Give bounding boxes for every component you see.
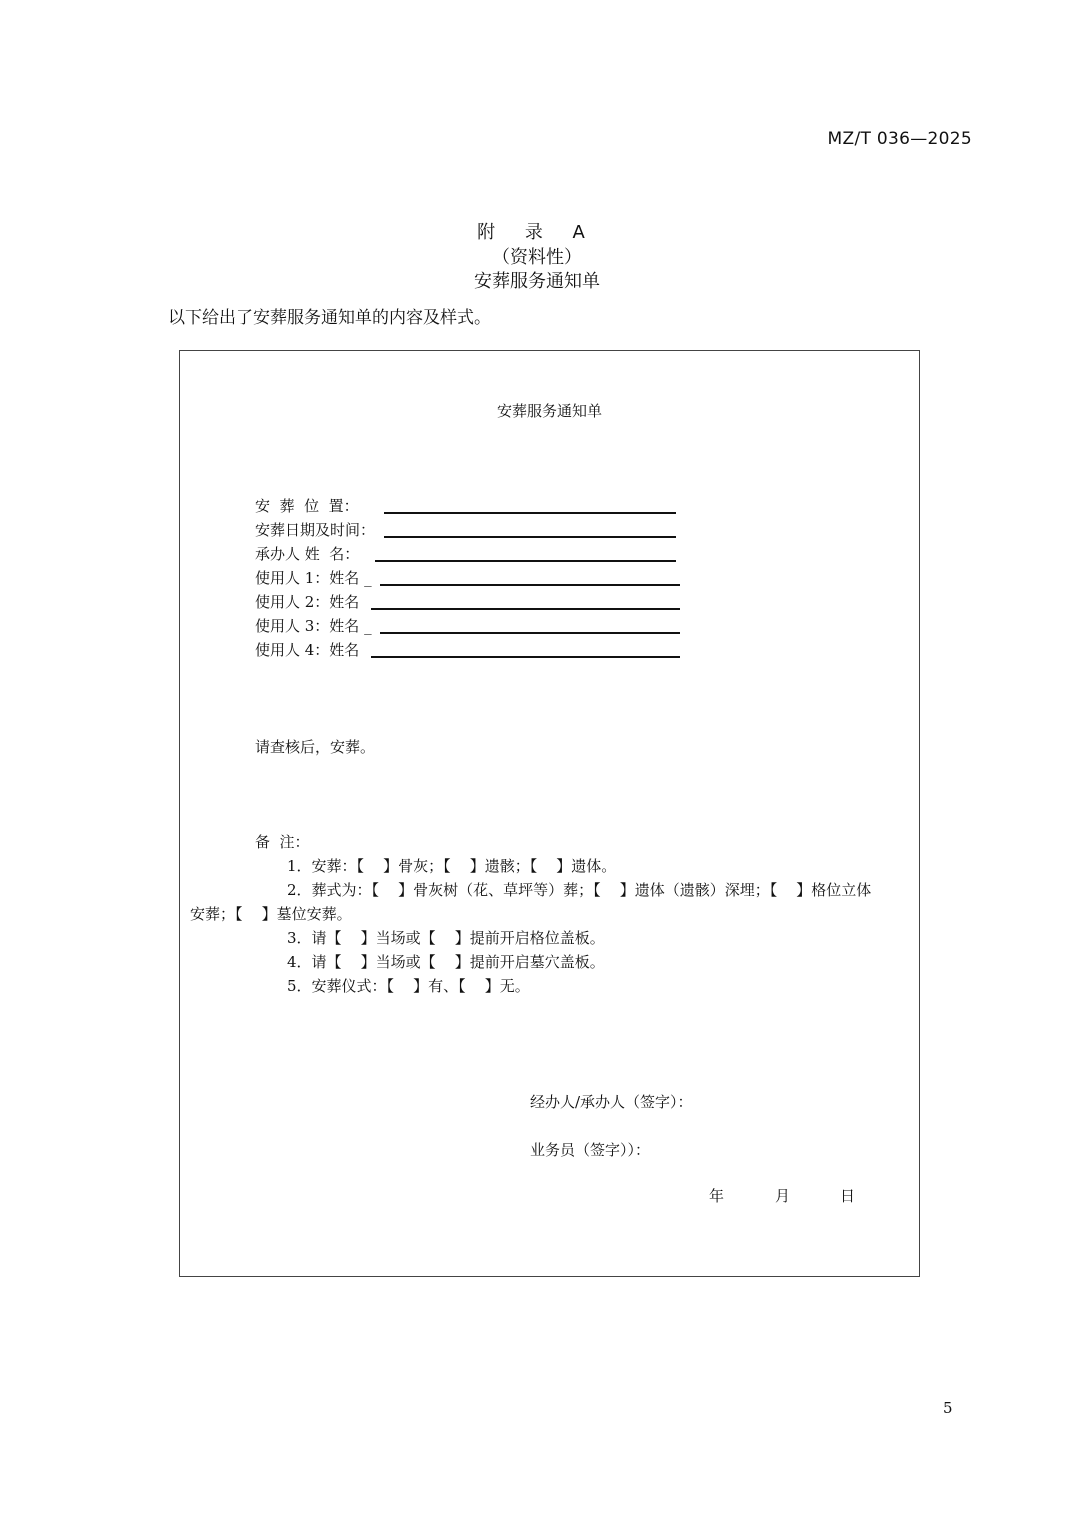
remark-item-1: 1．安葬：【 】骨灰；【 】遗骸；【 】遗体。 bbox=[287, 857, 617, 875]
field-burial-datetime-line[interactable] bbox=[384, 536, 676, 538]
remark-item-4: 4．请【 】当场或【 】提前开启墓穴盖板。 bbox=[287, 953, 605, 971]
field-handler-name-line[interactable] bbox=[375, 560, 676, 562]
field-user4-name-line[interactable] bbox=[371, 656, 680, 658]
field-user3-name-line[interactable] bbox=[380, 632, 680, 634]
date-year-label: 年 bbox=[709, 1187, 725, 1205]
appendix-note: （资料性） bbox=[492, 247, 582, 268]
remarks-label: 备 注： bbox=[255, 833, 310, 851]
field-user3-name-label: 使用人 3：姓名 _ bbox=[255, 617, 372, 635]
appendix-name: 安葬服务通知单 bbox=[474, 271, 600, 292]
field-user2-name-label: 使用人 2：姓名 bbox=[255, 593, 360, 611]
date-month-label: 月 bbox=[775, 1187, 791, 1205]
field-burial-location-label: 安 葬 位 置： bbox=[255, 497, 359, 515]
remark-item-2-continued: 安葬；【 】墓位安葬。 bbox=[190, 905, 352, 923]
remark-item-3: 3．请【 】当场或【 】提前开启格位盖板。 bbox=[287, 929, 605, 947]
form-title: 安葬服务通知单 bbox=[496, 402, 602, 420]
remark-item-5: 5．安葬仪式：【 】有、【 】无。 bbox=[287, 977, 530, 995]
field-burial-location-line[interactable] bbox=[384, 512, 676, 514]
appendix-title: 附 录 A bbox=[477, 222, 597, 243]
request-text: 请查核后，安葬。 bbox=[255, 738, 376, 756]
remark-item-2: 2．葬式为：【 】骨灰树（花、草坪等）葬；【 】遗体（遗骸）深埋；【 】格位立体 bbox=[287, 881, 872, 899]
date-day-label: 日 bbox=[840, 1187, 856, 1205]
field-user1-name-line[interactable] bbox=[380, 584, 680, 586]
intro-paragraph: 以下给出了安葬服务通知单的内容及样式。 bbox=[168, 308, 491, 328]
field-burial-datetime-label: 安葬日期及时间： bbox=[255, 521, 376, 539]
field-user1-name-label: 使用人 1：姓名 _ bbox=[255, 569, 372, 587]
field-user2-name-line[interactable] bbox=[371, 608, 680, 610]
signature-handler-label: 经办人/承办人（签字）： bbox=[530, 1093, 693, 1111]
field-user4-name-label: 使用人 4：姓名 bbox=[255, 641, 360, 659]
notice-form-frame bbox=[179, 350, 920, 1277]
signature-clerk-label: 业务员（签字））： bbox=[530, 1141, 651, 1159]
field-handler-name-label: 承办人 姓 名： bbox=[255, 545, 360, 563]
standard-code: MZ/T 036—2025 bbox=[827, 129, 972, 149]
page-number: 5 bbox=[943, 1399, 953, 1417]
